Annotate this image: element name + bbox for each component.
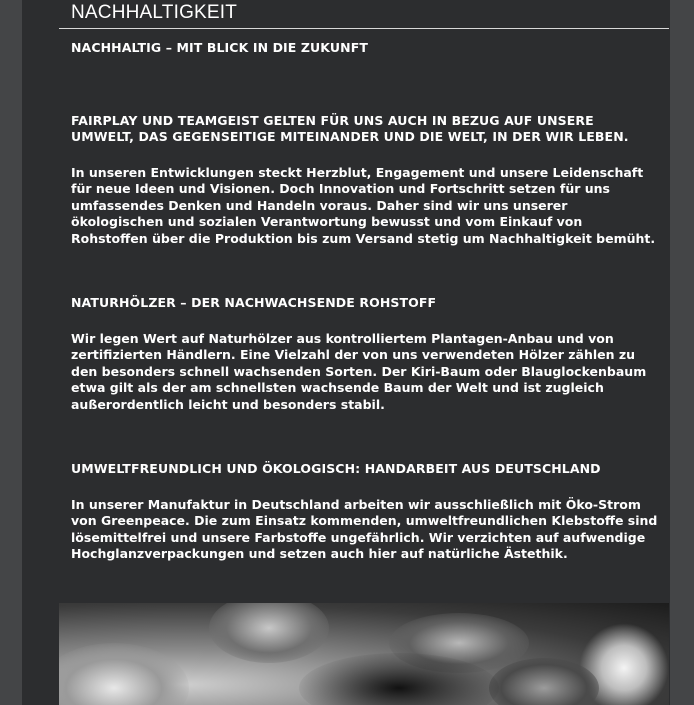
page-gutter-left	[22, 0, 59, 705]
content-panel	[59, 0, 669, 705]
page-margin-right	[670, 0, 694, 705]
page-title: NACHHALTIGKEIT	[71, 2, 238, 23]
section-text-fairplay: In unseren Entwicklungen steckt Herzblut, Engagement und unsere Leidenschaft für neue Ideen und Visionen. Doch Innovation und Fortschritt setzen für uns umfassendes Denken und Handeln voraus. Daher sind wir uns unserer ökologischen und sozialen Verantwortung bewusst und vom Einkauf von Rohstoffen über die Produktion bis zum Versand stetig um Nachhaltigkeit bemüht.	[71, 164, 656, 246]
section-heading-fairplay: FAIRPLAY UND TEAMGEIST GELTEN FÜR UNS AUCH IN BEZUG AUF UNSERE UMWELT, DAS GEGENSEITIGE MITEINANDER UND DIE WELT, IN DER WIR LEBEN.	[71, 112, 629, 144]
section-subtitle: NACHHALTIG – MIT BLICK IN DIE ZUKUNFT	[71, 40, 368, 55]
photo-highlight	[59, 643, 189, 705]
section-text-naturhoelzer: Wir legen Wert auf Naturhölzer aus kontrolliertem Plantagen-Anbau und von zertifizierten Händlern. Eine Vielzahl der von uns verwendeten Hölzer zählen zu den besonders schnell wachsenden Sorten. Der Kiri-Baum oder Blauglockenbaum etwa gilt als der am schnellsten wachsende Baum der Welt und ist zugleich außerordentlich leicht und besonders stabil.	[71, 330, 647, 412]
section-heading-umweltfreundlich: UMWELTFREUNDLICH UND ÖKOLOGISCH: HANDARBEIT AUS DEUTSCHLAND	[71, 461, 601, 476]
section-text-umweltfreundlich: In unserer Manufaktur in Deutschland arbeiten wir ausschließlich mit Öko-Strom von Greenpeace. Die zum Einsatz kommenden, umweltfreundlichen Klebstoffe sind lösemittelfrei und unsere Farbstoffe ungefährlich. Wir verzichten auf aufwendige Hochglanzverpackungen und setzen auch hier auf natürliche Ästethik.	[71, 496, 658, 561]
page-margin-left	[0, 0, 22, 705]
photo-highlight	[209, 603, 329, 663]
title-divider	[59, 28, 669, 29]
section-heading-naturhoelzer: NATURHÖLZER – DER NACHWACHSENDE ROHSTOFF	[71, 295, 437, 310]
bokeh-photo	[59, 603, 669, 705]
article-body	[71, 40, 661, 563]
